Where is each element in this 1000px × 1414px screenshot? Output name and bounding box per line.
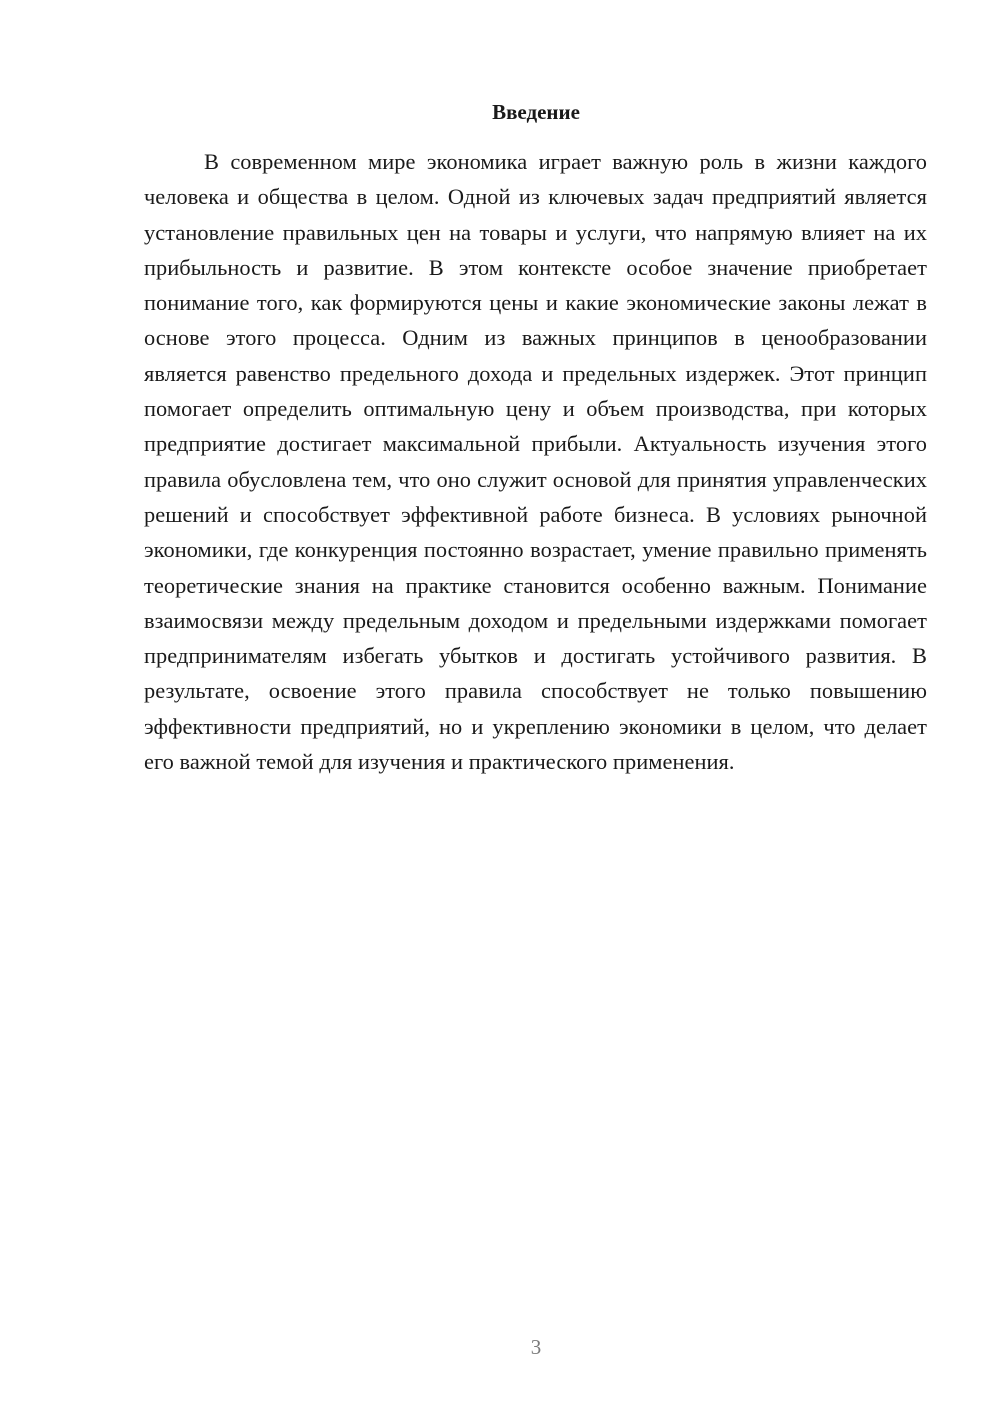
body-paragraph: В современном мире экономика играет важную роль в жизни каждого человека и общества в целом. Одной из ключевых задач предприятий является установление правильных цен на товары и услуги, что напрямую влияет на их прибыльность и развитие. В этом контексте особое значение приобретает понимание того, как формируются цены и какие экономические законы лежат в основе этого процесса. Одним из важных принципов в ценообразовании является равенство предельного дохода и предельных издержек. Этот принцип помогает определить оптимальную цену и объем производства, при которых предприятие достигает максимальной прибыли. Актуальность изучения этого правила обусловлена тем, что оно служит основой для принятия управленческих решений и способствует эффективной работе бизнеса. В условиях рыночной экономики, где конкуренция постоянно возрастает, умение правильно применять теоретические знания на практике становится особенно важным. Понимание взаимосвязи между предельным доходом и предельными издержками помогает предпринимателям избегать убытков и достигать устойчивого развития. В результате, освоение этого правила способствует не только повышению эффективности предприятий, но и укреплению экономики в целом, что делает его важной темой для изучения и практического применения.	[144, 149, 927, 775]
page-number: 3	[530, 1335, 542, 1359]
section-heading: Введение	[492, 100, 580, 124]
